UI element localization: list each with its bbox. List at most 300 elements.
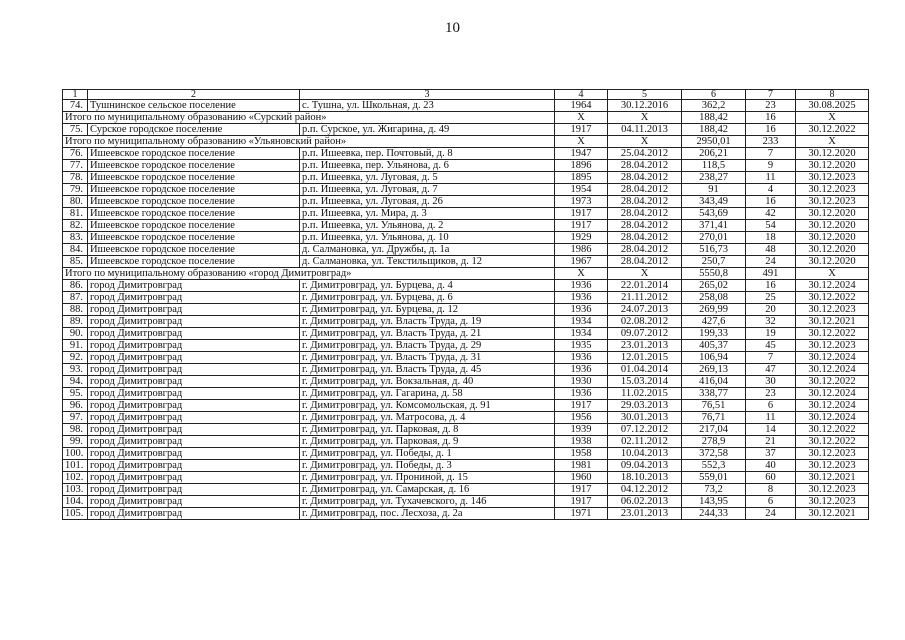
table-row [63, 352, 869, 364]
area-cell: 372,58 [682, 448, 746, 460]
year-cell: 1917 [555, 400, 608, 412]
area-cell: 278,9 [682, 436, 746, 448]
municipality-cell: город Димитровград [88, 424, 300, 436]
year-cell: 1956 [555, 412, 608, 424]
residents-cell: 37 [746, 448, 796, 460]
address-cell: г. Димитровград, ул. Бурцева, д. 4 [300, 280, 555, 292]
year-cell: 1935 [555, 340, 608, 352]
address-cell: г. Димитровград, ул. Тухачевского, д. 146 [300, 496, 555, 508]
address-cell: с. Тушна, ул. Школьная, д. 23 [300, 100, 555, 112]
row-number: 103. [63, 484, 88, 496]
column-number: 5 [608, 90, 682, 100]
deadline-cell: 30.12.2020 [796, 208, 869, 220]
area-cell: 371,41 [682, 220, 746, 232]
table-row [63, 316, 869, 328]
area-cell: 559,01 [682, 472, 746, 484]
deadline-cell: 30.12.2023 [796, 496, 869, 508]
table-row [63, 208, 869, 220]
address-cell: г. Димитровград, ул. Парковая, д. 8 [300, 424, 555, 436]
date-cell: 07.12.2012 [608, 424, 682, 436]
page-number: 10 [445, 20, 460, 36]
housing-table [62, 89, 869, 520]
residents-cell: 8 [746, 484, 796, 496]
address-cell: г. Димитровград, ул. Победы, д. 1 [300, 448, 555, 460]
deadline-cell: 30.12.2024 [796, 388, 869, 400]
residents-cell: 23 [746, 100, 796, 112]
table-row [63, 172, 869, 184]
row-number: 102. [63, 472, 88, 484]
row-number: 105. [63, 508, 88, 520]
address-cell: г. Димитровград, ул. Вокзальная, д. 40 [300, 376, 555, 388]
row-number: 87. [63, 292, 88, 304]
date-cell: 21.11.2012 [608, 292, 682, 304]
row-number: 91. [63, 340, 88, 352]
year-cell: 1895 [555, 172, 608, 184]
year-cell: 1971 [555, 508, 608, 520]
municipality-cell: город Димитровград [88, 448, 300, 460]
municipality-cell: город Димитровград [88, 484, 300, 496]
residents-cell: 9 [746, 160, 796, 172]
area-cell: 269,13 [682, 364, 746, 376]
table-row [63, 148, 869, 160]
municipality-cell: Ишеевское городское поселение [88, 184, 300, 196]
table-row [63, 160, 869, 172]
year-cell: 1917 [555, 124, 608, 136]
date-cell: 22.01.2014 [608, 280, 682, 292]
residents-cell: 11 [746, 172, 796, 184]
row-number: 98. [63, 424, 88, 436]
row-number: 88. [63, 304, 88, 316]
deadline-cell: X [796, 112, 869, 124]
table-row [63, 328, 869, 340]
municipality-cell: город Димитровград [88, 328, 300, 340]
year-cell: 1964 [555, 100, 608, 112]
residents-cell: 491 [746, 268, 796, 280]
column-number-row [63, 90, 869, 100]
residents-cell: 16 [746, 196, 796, 208]
date-cell: 28.04.2012 [608, 232, 682, 244]
deadline-cell: 30.12.2021 [796, 508, 869, 520]
address-cell: р.п. Ишеевка, ул. Мира, д. 3 [300, 208, 555, 220]
municipality-cell: Ишеевское городское поселение [88, 148, 300, 160]
year-cell: 1936 [555, 364, 608, 376]
year-cell: 1896 [555, 160, 608, 172]
address-cell: г. Димитровград, ул. Власть Труда, д. 45 [300, 364, 555, 376]
year-cell: X [555, 268, 608, 280]
year-cell: X [555, 112, 608, 124]
address-cell: г. Димитровград, ул. Самарская, д. 16 [300, 484, 555, 496]
table-row [63, 220, 869, 232]
residents-cell: 30 [746, 376, 796, 388]
residents-cell: 16 [746, 124, 796, 136]
table-row [63, 424, 869, 436]
address-cell: р.п. Ишеевка, пер. Ульянова, д. 6 [300, 160, 555, 172]
date-cell: 23.01.2013 [608, 340, 682, 352]
area-cell: 244,33 [682, 508, 746, 520]
area-cell: 188,42 [682, 124, 746, 136]
subtotal-label: Итого по муниципальному образованию «город Димитровград» [63, 268, 555, 280]
table-row [63, 400, 869, 412]
column-number: 1 [63, 90, 88, 100]
table-row [63, 376, 869, 388]
year-cell: 1936 [555, 304, 608, 316]
row-number: 86. [63, 280, 88, 292]
municipality-cell: город Димитровград [88, 460, 300, 472]
year-cell: 1917 [555, 496, 608, 508]
deadline-cell: 30.12.2024 [796, 352, 869, 364]
area-cell: 2950,01 [682, 136, 746, 148]
date-cell: 15.03.2014 [608, 376, 682, 388]
date-cell: 06.02.2013 [608, 496, 682, 508]
area-cell: 416,04 [682, 376, 746, 388]
residents-cell: 18 [746, 232, 796, 244]
area-cell: 427,6 [682, 316, 746, 328]
municipality-cell: город Димитровград [88, 316, 300, 328]
row-number: 104. [63, 496, 88, 508]
residents-cell: 24 [746, 256, 796, 268]
residents-cell: 16 [746, 280, 796, 292]
table-row [63, 256, 869, 268]
municipality-cell: город Димитровград [88, 496, 300, 508]
row-number: 92. [63, 352, 88, 364]
date-cell: 23.01.2013 [608, 508, 682, 520]
table-row [63, 100, 869, 112]
address-cell: р.п. Сурское, ул. Жигарина, д. 49 [300, 124, 555, 136]
table-row [63, 484, 869, 496]
date-cell: 09.07.2012 [608, 328, 682, 340]
subtotal-label: Итого по муниципальному образованию «Сурский район» [63, 112, 555, 124]
row-number: 94. [63, 376, 88, 388]
year-cell: 1967 [555, 256, 608, 268]
residents-cell: 25 [746, 292, 796, 304]
date-cell: 28.04.2012 [608, 196, 682, 208]
address-cell: д. Салмановка, ул. Дружбы, д. 1а [300, 244, 555, 256]
column-number: 2 [88, 90, 300, 100]
table-row [63, 184, 869, 196]
municipality-cell: город Димитровград [88, 376, 300, 388]
date-cell: X [608, 112, 682, 124]
residents-cell: 40 [746, 460, 796, 472]
address-cell: р.п. Ишеевка, ул. Луговая, д. 5 [300, 172, 555, 184]
year-cell: 1947 [555, 148, 608, 160]
residents-cell: 11 [746, 412, 796, 424]
year-cell: 1936 [555, 388, 608, 400]
municipality-cell: Ишеевское городское поселение [88, 172, 300, 184]
deadline-cell: 30.12.2022 [796, 124, 869, 136]
area-cell: 405,37 [682, 340, 746, 352]
year-cell: X [555, 136, 608, 148]
year-cell: 1930 [555, 376, 608, 388]
residents-cell: 60 [746, 472, 796, 484]
year-cell: 1986 [555, 244, 608, 256]
residents-cell: 48 [746, 244, 796, 256]
table-row [63, 280, 869, 292]
residents-cell: 20 [746, 304, 796, 316]
address-cell: г. Димитровград, ул. Победы, д. 3 [300, 460, 555, 472]
date-cell: 30.12.2016 [608, 100, 682, 112]
table-row [63, 388, 869, 400]
address-cell: г. Димитровград, ул. Власть Труда, д. 19 [300, 316, 555, 328]
residents-cell: 233 [746, 136, 796, 148]
date-cell: 04.11.2013 [608, 124, 682, 136]
address-cell: д. Салмановка, ул. Текстильщиков, д. 12 [300, 256, 555, 268]
area-cell: 362,2 [682, 100, 746, 112]
date-cell: 04.12.2012 [608, 484, 682, 496]
area-cell: 270,01 [682, 232, 746, 244]
deadline-cell: X [796, 136, 869, 148]
date-cell: 02.11.2012 [608, 436, 682, 448]
residents-cell: 7 [746, 148, 796, 160]
date-cell: X [608, 268, 682, 280]
residents-cell: 14 [746, 424, 796, 436]
residents-cell: 45 [746, 340, 796, 352]
residents-cell: 24 [746, 508, 796, 520]
date-cell: 28.04.2012 [608, 184, 682, 196]
address-cell: р.п. Ишеевка, ул. Ульянова, д. 2 [300, 220, 555, 232]
address-cell: г. Димитровград, ул. Бурцева, д. 12 [300, 304, 555, 316]
date-cell: 09.04.2013 [608, 460, 682, 472]
date-cell: 24.07.2013 [608, 304, 682, 316]
table-row [63, 436, 869, 448]
area-cell: 73,2 [682, 484, 746, 496]
table-row [63, 124, 869, 136]
address-cell: г. Димитровград, ул. Власть Труда, д. 31 [300, 352, 555, 364]
year-cell: 1936 [555, 352, 608, 364]
row-number: 81. [63, 208, 88, 220]
municipality-cell: Ишеевское городское поселение [88, 196, 300, 208]
area-cell: 343,49 [682, 196, 746, 208]
deadline-cell: 30.12.2022 [796, 292, 869, 304]
table-row [63, 508, 869, 520]
table-row [63, 232, 869, 244]
row-number: 76. [63, 148, 88, 160]
deadline-cell: 30.08.2025 [796, 100, 869, 112]
residents-cell: 6 [746, 496, 796, 508]
row-number: 74. [63, 100, 88, 112]
year-cell: 1929 [555, 232, 608, 244]
column-number: 4 [555, 90, 608, 100]
address-cell: р.п. Ишеевка, ул. Луговая, д. 26 [300, 196, 555, 208]
row-number: 78. [63, 172, 88, 184]
row-number: 99. [63, 436, 88, 448]
deadline-cell: 30.12.2020 [796, 220, 869, 232]
residents-cell: 16 [746, 112, 796, 124]
deadline-cell: 30.12.2020 [796, 256, 869, 268]
municipality-cell: Ишеевское городское поселение [88, 244, 300, 256]
table-row [63, 304, 869, 316]
column-number: 3 [300, 90, 555, 100]
deadline-cell: 30.12.2020 [796, 244, 869, 256]
area-cell: 338,77 [682, 388, 746, 400]
municipality-cell: город Димитровград [88, 292, 300, 304]
area-cell: 199,33 [682, 328, 746, 340]
year-cell: 1973 [555, 196, 608, 208]
date-cell: 10.04.2013 [608, 448, 682, 460]
row-number: 97. [63, 412, 88, 424]
area-cell: 238,27 [682, 172, 746, 184]
table-row [63, 412, 869, 424]
municipality-cell: город Димитровград [88, 352, 300, 364]
residents-cell: 42 [746, 208, 796, 220]
address-cell: р.п. Ишеевка, пер. Почтовый, д. 8 [300, 148, 555, 160]
municipality-cell: город Димитровград [88, 364, 300, 376]
deadline-cell: 30.12.2022 [796, 436, 869, 448]
deadline-cell: 30.12.2023 [796, 196, 869, 208]
deadline-cell: 30.12.2023 [796, 448, 869, 460]
year-cell: 1960 [555, 472, 608, 484]
deadline-cell: 30.12.2024 [796, 280, 869, 292]
date-cell: 12.01.2015 [608, 352, 682, 364]
address-cell: г. Димитровград, ул. Парковая, д. 9 [300, 436, 555, 448]
deadline-cell: 30.12.2020 [796, 148, 869, 160]
table-row [63, 292, 869, 304]
address-cell: г. Димитровград, ул. Матросова, д. 4 [300, 412, 555, 424]
municipality-cell: город Димитровград [88, 280, 300, 292]
row-number: 75. [63, 124, 88, 136]
date-cell: 28.04.2012 [608, 256, 682, 268]
municipality-cell: Сурское городское поселение [88, 124, 300, 136]
municipality-cell: город Димитровград [88, 388, 300, 400]
subtotal-row [63, 268, 869, 280]
row-number: 101. [63, 460, 88, 472]
date-cell: 25.04.2012 [608, 148, 682, 160]
date-cell: X [608, 136, 682, 148]
deadline-cell: X [796, 268, 869, 280]
year-cell: 1917 [555, 220, 608, 232]
row-number: 96. [63, 400, 88, 412]
municipality-cell: Ишеевское городское поселение [88, 256, 300, 268]
row-number: 90. [63, 328, 88, 340]
area-cell: 76,51 [682, 400, 746, 412]
area-cell: 552,3 [682, 460, 746, 472]
deadline-cell: 30.12.2021 [796, 472, 869, 484]
column-number: 8 [796, 90, 869, 100]
deadline-cell: 30.12.2022 [796, 376, 869, 388]
year-cell: 1917 [555, 484, 608, 496]
residents-cell: 23 [746, 388, 796, 400]
deadline-cell: 30.12.2023 [796, 304, 869, 316]
municipality-cell: город Димитровград [88, 304, 300, 316]
residents-cell: 32 [746, 316, 796, 328]
residents-cell: 47 [746, 364, 796, 376]
address-cell: г. Димитровград, ул. Прониной, д. 15 [300, 472, 555, 484]
area-cell: 118,5 [682, 160, 746, 172]
deadline-cell: 30.12.2023 [796, 172, 869, 184]
date-cell: 28.04.2012 [608, 244, 682, 256]
municipality-cell: Ишеевское городское поселение [88, 232, 300, 244]
year-cell: 1936 [555, 292, 608, 304]
row-number: 84. [63, 244, 88, 256]
deadline-cell: 30.12.2024 [796, 364, 869, 376]
date-cell: 11.02.2015 [608, 388, 682, 400]
municipality-cell: Ишеевское городское поселение [88, 160, 300, 172]
residents-cell: 21 [746, 436, 796, 448]
row-number: 83. [63, 232, 88, 244]
area-cell: 143,95 [682, 496, 746, 508]
area-cell: 265,02 [682, 280, 746, 292]
row-number: 93. [63, 364, 88, 376]
row-number: 85. [63, 256, 88, 268]
row-number: 82. [63, 220, 88, 232]
deadline-cell: 30.12.2023 [796, 184, 869, 196]
year-cell: 1934 [555, 316, 608, 328]
area-cell: 76,71 [682, 412, 746, 424]
area-cell: 258,08 [682, 292, 746, 304]
municipality-cell: Ишеевское городское поселение [88, 220, 300, 232]
address-cell: г. Димитровград, ул. Гагарина, д. 58 [300, 388, 555, 400]
area-cell: 206,21 [682, 148, 746, 160]
row-number: 79. [63, 184, 88, 196]
deadline-cell: 30.12.2023 [796, 460, 869, 472]
row-number: 80. [63, 196, 88, 208]
municipality-cell: город Димитровград [88, 472, 300, 484]
column-number: 6 [682, 90, 746, 100]
municipality-cell: город Димитровград [88, 508, 300, 520]
address-cell: г. Димитровград, ул. Комсомольская, д. 91 [300, 400, 555, 412]
deadline-cell: 30.12.2023 [796, 340, 869, 352]
date-cell: 28.04.2012 [608, 172, 682, 184]
deadline-cell: 30.12.2022 [796, 424, 869, 436]
deadline-cell: 30.12.2024 [796, 412, 869, 424]
address-cell: г. Димитровград, ул. Бурцева, д. 6 [300, 292, 555, 304]
area-cell: 5550,8 [682, 268, 746, 280]
subtotal-row [63, 112, 869, 124]
date-cell: 30.01.2013 [608, 412, 682, 424]
residents-cell: 7 [746, 352, 796, 364]
municipality-cell: город Димитровград [88, 436, 300, 448]
deadline-cell: 30.12.2023 [796, 484, 869, 496]
year-cell: 1939 [555, 424, 608, 436]
row-number: 95. [63, 388, 88, 400]
table-row [63, 244, 869, 256]
residents-cell: 4 [746, 184, 796, 196]
address-cell: г. Димитровград, ул. Власть Труда, д. 21 [300, 328, 555, 340]
municipality-cell: город Димитровград [88, 412, 300, 424]
year-cell: 1954 [555, 184, 608, 196]
area-cell: 188,42 [682, 112, 746, 124]
table-row [63, 364, 869, 376]
table-row [63, 460, 869, 472]
area-cell: 91 [682, 184, 746, 196]
date-cell: 02.08.2012 [608, 316, 682, 328]
residents-cell: 6 [746, 400, 796, 412]
year-cell: 1938 [555, 436, 608, 448]
subtotal-label: Итого по муниципальному образованию «Ульяновский район» [63, 136, 555, 148]
row-number: 100. [63, 448, 88, 460]
area-cell: 269,99 [682, 304, 746, 316]
area-cell: 217,04 [682, 424, 746, 436]
subtotal-row [63, 136, 869, 148]
date-cell: 28.04.2012 [608, 208, 682, 220]
residents-cell: 54 [746, 220, 796, 232]
residents-cell: 19 [746, 328, 796, 340]
deadline-cell: 30.12.2020 [796, 232, 869, 244]
municipality-cell: Ишеевское городское поселение [88, 208, 300, 220]
year-cell: 1934 [555, 328, 608, 340]
municipality-cell: город Димитровград [88, 340, 300, 352]
table-row [63, 196, 869, 208]
address-cell: р.п. Ишеевка, ул. Луговая, д. 7 [300, 184, 555, 196]
year-cell: 1936 [555, 280, 608, 292]
column-number: 7 [746, 90, 796, 100]
municipality-cell: город Димитровград [88, 400, 300, 412]
address-cell: г. Димитровград, пос. Лесхоза, д. 2а [300, 508, 555, 520]
area-cell: 250,7 [682, 256, 746, 268]
area-cell: 516,73 [682, 244, 746, 256]
year-cell: 1917 [555, 208, 608, 220]
date-cell: 01.04.2014 [608, 364, 682, 376]
table-row [63, 340, 869, 352]
